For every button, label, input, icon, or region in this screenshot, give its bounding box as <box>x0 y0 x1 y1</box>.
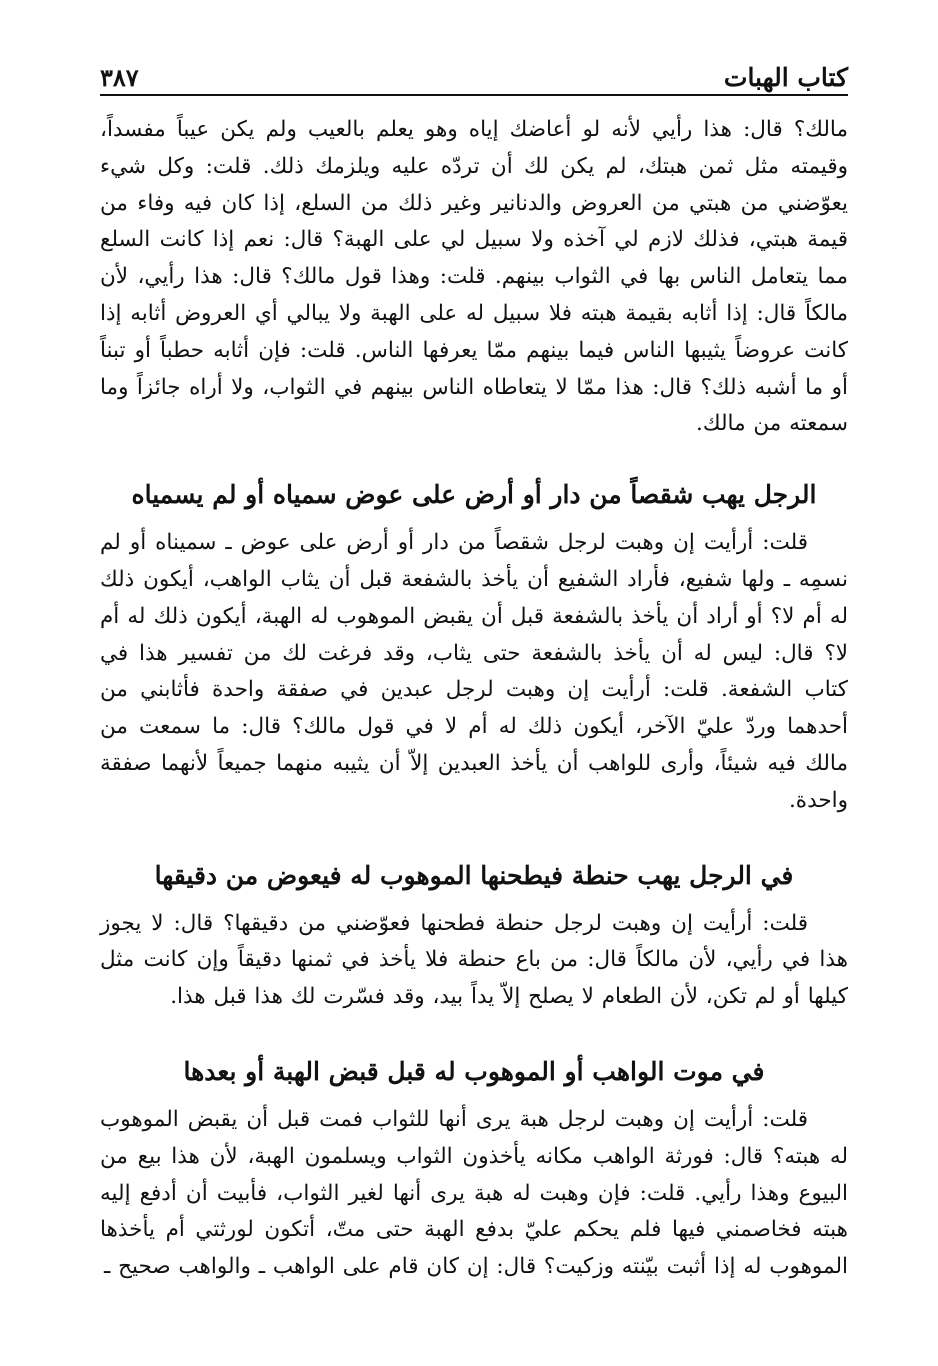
page-number: ٣٨٧ <box>100 63 139 92</box>
section-heading: في موت الواهب أو الموهوب له قبل قبض الهبة أو بعدها <box>183 1056 765 1086</box>
body-paragraph: مالك؟ قال: هذا رأيي لأنه لو أعاضك إياه وهو يعلم بالعيب ولم يكن عيباً مفسداً، وقيمته مثل ثمن هبتك، لم يكن لك أن تردّه عليه ويلزمك ذلك. قلت: وكل شيء يعوّضني من هبتي من العروض والدنانير وغير ذلك من السلع، إذا كان فيه وفاء من قيمة هبتي، فذلك لازم لي آخذه ولا سبيل لي على الهبة؟ قال: نعم إذا كانت السلع مما يتعامل الناس بها في الثواب بينهم. قلت: وهذا قول مالك؟ قال: هذا رأيي، لأن مالكاً قال: إذا أثابه بقيمة هبته فلا سبيل له على الهبة ولا يبالي أي العروض أثابه إذا كانت عروضاً يثيبها الناس فيما بينهم ممّا يعرفها الناس. قلت: فإن أثابه حطباً أو تبناً أو ما أشبه ذلك؟ قال: هذا ممّا لا يتعاطاه الناس بينهم في الثواب، ولا أراه جائزاً وما سمعته من مالك. <box>100 117 848 437</box>
body-paragraph: قلت: أرأيت إن وهبت لرجل حنطة فطحنها فعوّضني من دقيقها؟ قال: لا يجوز هذا في رأيي، لأن مالكاً قال: من باع حنطة فلا يأخذ في ثمنها دقيقاً وإن كانت مثل كيلها أو لم تكن، لأن الطعام لا يصلح إلاّ يداً بيد، وقد فسّرت لك هذا قبل هذا. <box>100 910 848 1010</box>
section-heading: الرجل يهب شقصاً من دار أو أرض على عوض سمياه أو لم يسمياه <box>131 480 817 510</box>
running-title: كتاب الهبات <box>723 63 848 92</box>
header-rule <box>100 94 848 96</box>
page-header <box>100 56 848 90</box>
body-paragraph: قلت: أرأيت إن وهبت لرجل شقصاً من دار أو أرض على عوض ـ سميناه أو لم نسمِه ـ ولها شفيع، فأراد الشفيع أن يأخذ بالشفعة قبل أن يثاب الواهب، أيكون ذلك له أم لا؟ أو أراد أن يأخذ بالشفعة قبل أن يقبض الموهوب له الهبة، أيكون ذلك له أم لا؟ قال: ليس له أن يأخذ بالشفعة حتى يثاب، وقد فرغت لك من تفسير هذا في كتاب الشفعة. قلت: أرأيت إن وهبت لرجل عبدين في صفقة واحدة فأثابني من أحدهما وردّ عليّ الآخر، أيكون ذلك له أم لا في قول مالك؟ قال: ما سمعت من مالك فيه شيئاً، وأرى للواهب أن يأخذ العبدين إلاّ أن يثيبه منهما جميعاً لأنهما صفقة واحدة. <box>100 530 848 813</box>
section-heading: في الرجل يهب حنطة فيطحنها الموهوب له فيعوض من دقيقها <box>154 860 794 890</box>
page-body <box>100 112 848 1286</box>
body-paragraph: قلت: أرأيت إن وهبت لرجل هبة يرى أنها للثواب فمت قبل أن يقبض الموهوب له هبته؟ قال: فورثة الواهب مكانه يأخذون الثواب ويسلمون الهبة، لأن هذا بيع من البيوع وهذا رأيي. قلت: فإن وهبت له هبة يرى أنها لغير الثواب، فأبيت أن أدفع إليه هبته فخاصمني فيها فلم يحكم عليّ بدفع الهبة حتى متّ، أتكون لورثتي أم يأخذها الموهوب له إذا أثبت بيّنته وزكيت؟ قال: إن كان قام على الواهب ـ والواهب صحيح ـ <box>100 1106 848 1280</box>
